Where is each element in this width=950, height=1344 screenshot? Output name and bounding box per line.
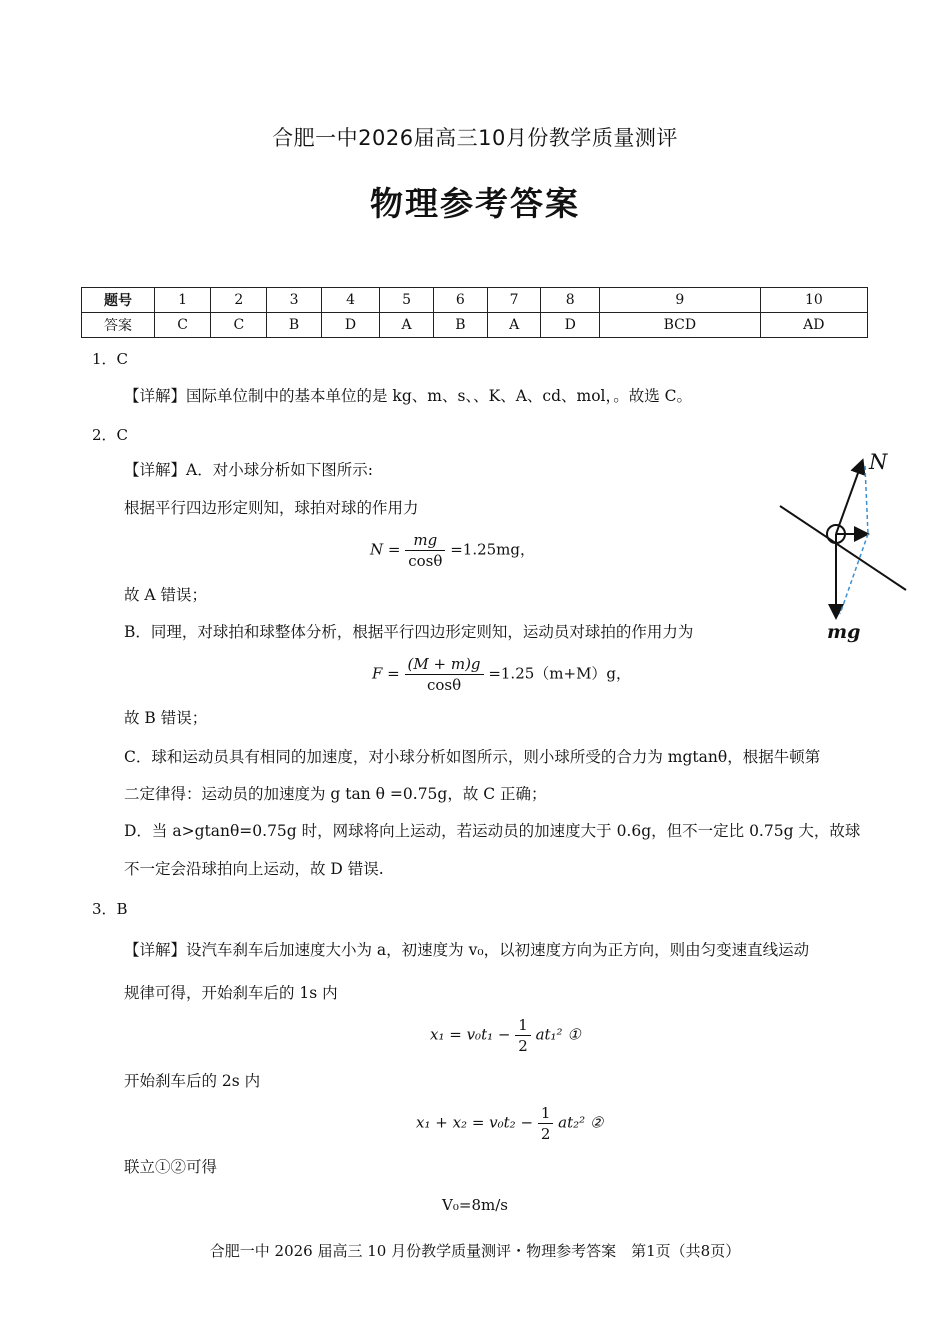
formula-lhs: F =	[372, 664, 400, 683]
question-2-label: 2．C	[92, 426, 129, 444]
equation-1	[430, 1015, 581, 1056]
table-cell: 1	[155, 288, 211, 313]
formula-lhs: N =	[370, 540, 401, 559]
question-1-label: 1．C	[92, 350, 129, 368]
question-3-combine: 联立①②可得	[124, 1158, 218, 1176]
fraction-numerator	[405, 654, 484, 675]
equation-part: x₁ = v₀t₁ −	[430, 1025, 511, 1044]
fraction-denominator: 2	[518, 1037, 528, 1055]
normal-force-label: N	[869, 450, 888, 474]
question-2-d-line2: 不一定会沿球拍向上运动，故 D 错误.	[124, 860, 384, 878]
question-2-c-line2: 二定律得：运动员的加速度为 g tan θ =0.75g，故 C 正确；	[124, 785, 547, 803]
fraction-denominator: 2	[540, 1125, 551, 1143]
fraction-numerator: 1	[538, 1103, 554, 1124]
table-cell: A	[380, 313, 433, 338]
table-cell: C	[211, 313, 267, 338]
fraction-numerator	[405, 530, 445, 551]
answer-table	[81, 287, 868, 338]
table-cell: 6	[433, 288, 487, 313]
question-2-d-line1: D．当 a>gtanθ=0.75g 时，网球将向上运动，若运动员的加速度大于 0.6g，但不一定比 0.75g 大，故球	[124, 822, 861, 840]
gravity-label: mg	[827, 621, 861, 643]
question-3-result: V₀=8m/s	[442, 1196, 508, 1214]
table-cell: 9	[600, 288, 761, 313]
dashed-resultant-line	[840, 534, 868, 614]
dashed-parallel-line	[865, 466, 868, 534]
equation-part: at₂² ②	[558, 1113, 604, 1132]
fraction	[538, 1103, 554, 1144]
table-cell: A	[487, 313, 540, 338]
table-cell: 4	[321, 288, 380, 313]
page-title: 物理参考答案	[370, 184, 580, 223]
fraction	[405, 530, 445, 571]
fraction	[405, 654, 484, 695]
numerator-text: (M + m)g	[407, 655, 481, 673]
fraction-denominator: cosθ	[408, 552, 443, 570]
normal-force-arrow	[836, 462, 862, 534]
equation-part: x₁ + x₂ = v₀t₂ −	[416, 1113, 534, 1132]
question-3-2s: 开始刹车后的 2s 内	[124, 1072, 261, 1090]
force-diagram	[770, 448, 920, 648]
question-1-detail: 【详解】国际单位制中的基本单位的是 kg、m、s、、K、A、cd、mol，。故选 C。	[124, 387, 693, 405]
table-cell: C	[155, 313, 211, 338]
question-2-b-text: B．同理，对球拍和球整体分析，根据平行四边形定则知，运动员对球拍的作用力为	[124, 623, 694, 641]
fraction	[515, 1015, 531, 1056]
question-2-a-wrong: 故 A 错误；	[124, 586, 208, 604]
table-cell: 7	[487, 288, 540, 313]
table-cell: 10	[760, 288, 867, 313]
table-header-question: 题号	[82, 288, 155, 313]
table-cell: AD	[760, 313, 867, 338]
equation-2	[416, 1103, 603, 1144]
equation-part: at₁² ①	[535, 1025, 581, 1044]
numerator-text: mg	[413, 531, 438, 549]
table-cell: D	[541, 313, 600, 338]
question-2-c-line1: C．球和运动员具有相同的加速度，对小球分析如图所示，则小球所受的合力为 mgtanθ，根据牛顿第	[124, 748, 821, 766]
question-3-line1: 【详解】设汽车刹车后加速度大小为 a，初速度为 v₀，以初速度方向为正方向，则由匀变速直线运动	[124, 941, 810, 959]
formula-f	[372, 654, 631, 695]
table-cell: B	[433, 313, 487, 338]
fraction-numerator: 1	[515, 1015, 531, 1036]
table-row-answers	[82, 313, 868, 338]
table-cell: BCD	[600, 313, 761, 338]
table-cell: 2	[211, 288, 267, 313]
exam-title: 合肥一中2026届高三10月份教学质量测评	[272, 126, 678, 150]
table-cell: 8	[541, 288, 600, 313]
table-cell: B	[267, 313, 321, 338]
formula-rhs: =1.25mg，	[450, 540, 535, 559]
question-2-b-wrong: 故 B 错误；	[124, 709, 208, 727]
fraction-denominator: cosθ	[426, 676, 462, 694]
page-footer: 合肥一中 2026 届高三 10 月份教学质量测评・物理参考答案 第1页（共8页）	[209, 1242, 741, 1260]
question-3-line2: 规律可得，开始刹车后的 1s 内	[124, 984, 338, 1002]
table-row-numbers	[82, 288, 868, 313]
question-2-detail-a: 【详解】A．对小球分析如下图所示:	[124, 461, 373, 479]
formula-rhs: =1.25（m+M）g，	[488, 664, 632, 683]
question-3-label: 3．B	[92, 900, 128, 918]
table-cell: D	[321, 313, 380, 338]
formula-n	[370, 530, 535, 571]
table-cell: 5	[380, 288, 433, 313]
table-header-answer: 答案	[82, 313, 155, 338]
table-cell: 3	[267, 288, 321, 313]
racket-line	[780, 506, 906, 590]
question-2-line: 根据平行四边形定则知，球拍对球的作用力	[124, 499, 419, 517]
